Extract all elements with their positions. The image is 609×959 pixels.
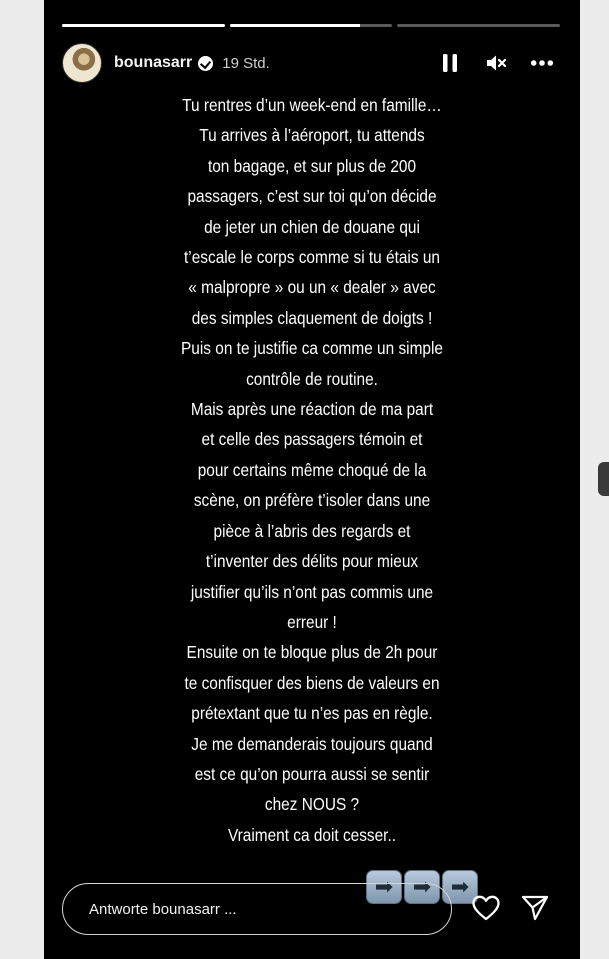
reply-placeholder: Antworte bounasarr ...: [89, 900, 237, 918]
story-text-line: des simples claquement de doigts !: [191, 307, 433, 328]
story-text-line: Mais après une réaction de ma part: [190, 399, 434, 420]
story-text-line: justifier qu’ils n’ont pas commis une: [190, 581, 434, 602]
viewer-left-margin: [0, 0, 44, 959]
story-text-line: Puis on te justifie ca comme un simple: [181, 338, 443, 359]
story-text: [138, 90, 486, 850]
story-text-line: est ce qu’on pourra aussi se sentir: [194, 763, 430, 784]
story-text-line: et celle des passagers témoin et: [201, 429, 423, 450]
heart-icon: [471, 893, 501, 923]
progress-segment: [397, 24, 560, 27]
verified-badge-icon: [198, 56, 213, 71]
more-options-icon: [530, 59, 554, 67]
story-text-line: ton bagage, et sur plus de 200: [207, 155, 417, 176]
mute-button[interactable]: [484, 51, 508, 75]
pause-icon: [441, 53, 459, 73]
story-text-line: Je me demanderais toujours quand: [191, 733, 433, 754]
username[interactable]: bounasarr: [114, 54, 193, 71]
story-text-line: chez NOUS ?: [264, 794, 360, 815]
story-text-line: passagers, c’est sur toi qu’on décide: [187, 186, 437, 207]
story-text-line: contrôle de routine.: [246, 368, 378, 389]
story-text-line: t’escale le corps comme si tu étais un: [184, 247, 440, 268]
story-text-line: Tu rentres d’un week-end en famille…: [182, 95, 442, 115]
story-progress-bar: [62, 24, 560, 27]
send-button[interactable]: [520, 893, 550, 923]
arrow-right-icon: ➡: [442, 870, 478, 904]
speaker-muted-icon: [485, 53, 507, 73]
more-options-button[interactable]: [530, 51, 554, 75]
story-timestamp: 19 Std.: [222, 54, 270, 72]
story-viewer: [44, 0, 580, 959]
send-icon: [520, 893, 550, 923]
like-button[interactable]: [471, 893, 501, 923]
progress-segment: [62, 24, 225, 27]
story-header: [62, 42, 562, 84]
arrow-right-icon: ➡: [404, 870, 440, 904]
story-text-line: scène, on préfère t’isoler dans une: [193, 490, 431, 511]
progress-segment: [230, 24, 393, 27]
story-text-line: Vraiment ca doit cesser..: [227, 824, 397, 845]
story-text-line: t’inventer des délits pour mieux: [205, 551, 419, 572]
story-text-line: pièce à l’abris des regards et: [213, 520, 411, 541]
story-text-line: Ensuite on te bloque plus de 2h pour: [186, 642, 438, 663]
story-text-line: Tu arrives à l’aéroport, tu attends: [199, 125, 425, 146]
arrow-right-icon: ➡: [366, 870, 402, 904]
reply-input[interactable]: [62, 883, 452, 935]
story-text-line: de jeter un chien de douane qui: [204, 216, 420, 237]
avatar[interactable]: [62, 43, 102, 83]
story-text-line: erreur !: [287, 611, 337, 632]
story-text-line: pour certains même choqué de la: [197, 459, 427, 480]
story-text-line: te confisquer des biens de valeurs en: [184, 672, 440, 693]
story-text-line: prétextant que tu n’es pas en règle.: [191, 703, 433, 724]
story-controls: [438, 51, 554, 75]
pause-button[interactable]: [438, 51, 462, 75]
next-story-handle[interactable]: [598, 462, 609, 496]
story-text-line: « malpropre » ou un « dealer » avec: [188, 277, 436, 298]
